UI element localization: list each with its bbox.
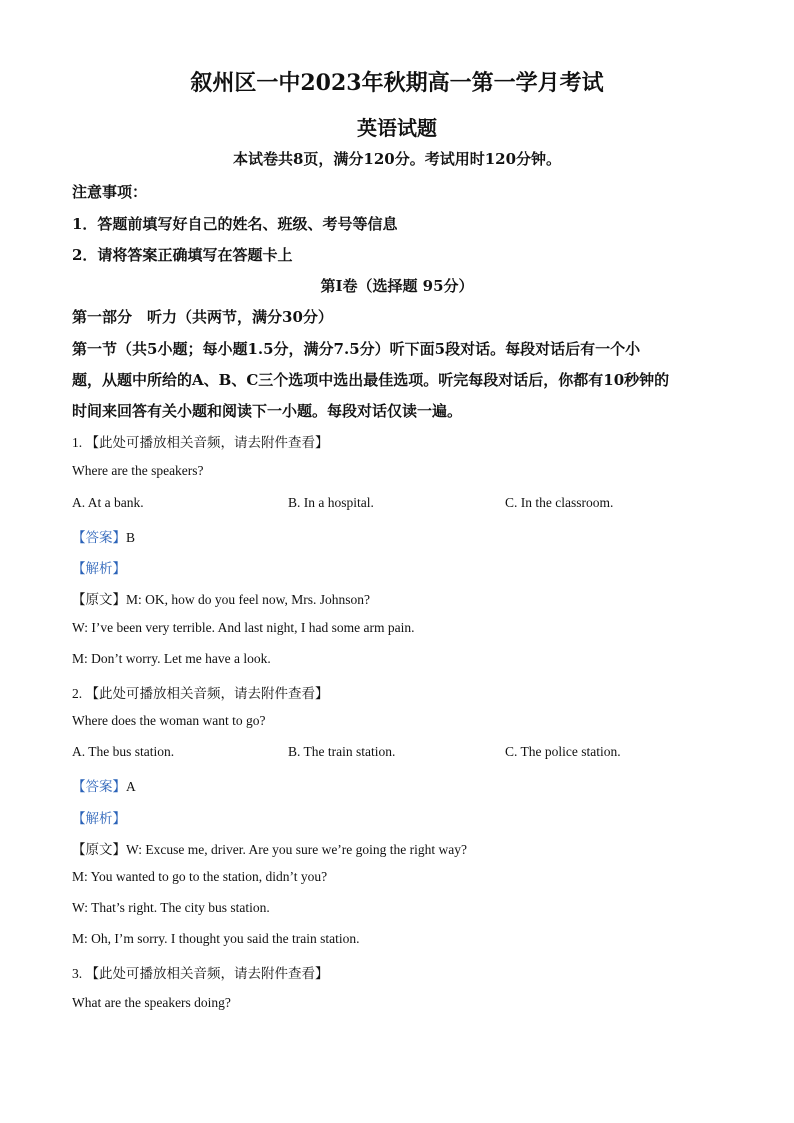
question-3-text: What are the speakers doing? bbox=[72, 995, 231, 1010]
question-3-header bbox=[72, 962, 329, 982]
option-b: B. In a hospital. bbox=[288, 495, 374, 510]
question-1-text: Where are the speakers? bbox=[72, 463, 204, 478]
instruction-line-2: 题，从题中所给的A、B、C三个选项中选出最佳选项。听完每段对话后，你都有10秒钟的 bbox=[72, 371, 670, 389]
audio-note: 【此处可播放相关音频，请去附件查看】 bbox=[85, 966, 329, 981]
transcript-text: M: OK, how do you feel now, Mrs. Johnson? bbox=[126, 592, 370, 607]
option-a: A. At a bank. bbox=[72, 495, 144, 510]
note-item-2: 2．请将答案正确填写在答题卡上 bbox=[72, 246, 293, 264]
transcript-line: W: I’ve been very terrible. And last night, I had some arm pain. bbox=[72, 620, 415, 635]
answer-row bbox=[72, 775, 136, 795]
part-heading: 第一部分 听力（共两节，满分30分） bbox=[72, 308, 333, 326]
exam-title: 叙州区一中2023年秋期高一第一学月考试 bbox=[190, 70, 604, 96]
audio-note: 【此处可播放相关音频，请去附件查看】 bbox=[85, 686, 329, 701]
transcript-text: W: Excuse me, driver. Are you sure we’re going the right way? bbox=[126, 842, 468, 857]
option-c: C. In the classroom. bbox=[505, 495, 614, 510]
instruction-line-1: 第一节（共5小题；每小题1.5分，满分7.5分）听下面5段对话。每段对话后有一个小 bbox=[72, 340, 641, 358]
answer-row bbox=[72, 526, 135, 546]
transcript-label: 【原文】 bbox=[72, 592, 126, 607]
transcript-line: M: Don’t worry. Let me have a look. bbox=[72, 651, 271, 666]
transcript-line: M: Oh, I’m sorry. I thought you said the train station. bbox=[72, 931, 360, 946]
transcript-line bbox=[72, 588, 370, 608]
question-number: 2. bbox=[72, 686, 83, 701]
question-number: 1. bbox=[72, 435, 83, 450]
volume-heading: 第I卷（选择题 95分） bbox=[320, 277, 474, 295]
notes-heading: 注意事项： bbox=[72, 183, 148, 201]
analysis-label: 【解析】 bbox=[72, 561, 126, 576]
option-a: A. The bus station. bbox=[72, 744, 175, 759]
answer-value: A bbox=[126, 779, 136, 794]
transcript-label: 【原文】 bbox=[72, 842, 126, 857]
transcript-line: M: You wanted to go to the station, didn’t you? bbox=[72, 869, 328, 884]
transcript-line: W: That’s right. The city bus station. bbox=[72, 900, 270, 915]
option-b: B. The train station. bbox=[288, 744, 396, 759]
question-1-header bbox=[72, 431, 329, 451]
answer-value: B bbox=[126, 530, 136, 545]
note-item-1: 1．答题前填写好自己的姓名、班级、考号等信息 bbox=[72, 215, 398, 233]
question-2-header bbox=[72, 682, 329, 702]
exam-info: 本试卷共8页，满分120分。考试用时120分钟。 bbox=[232, 150, 562, 168]
option-c: C. The police station. bbox=[505, 744, 621, 759]
transcript-line bbox=[72, 838, 467, 858]
audio-note: 【此处可播放相关音频，请去附件查看】 bbox=[85, 435, 329, 450]
question-2-text: Where does the woman want to go? bbox=[72, 713, 266, 728]
instruction-line-3: 时间来回答有关小题和阅读下一小题。每段对话仅读一遍。 bbox=[72, 402, 463, 420]
answer-label: 【答案】 bbox=[72, 530, 126, 545]
question-number: 3. bbox=[72, 966, 83, 981]
exam-subject: 英语试题 bbox=[357, 116, 437, 140]
answer-label: 【答案】 bbox=[72, 779, 126, 794]
analysis-label: 【解析】 bbox=[72, 811, 126, 826]
